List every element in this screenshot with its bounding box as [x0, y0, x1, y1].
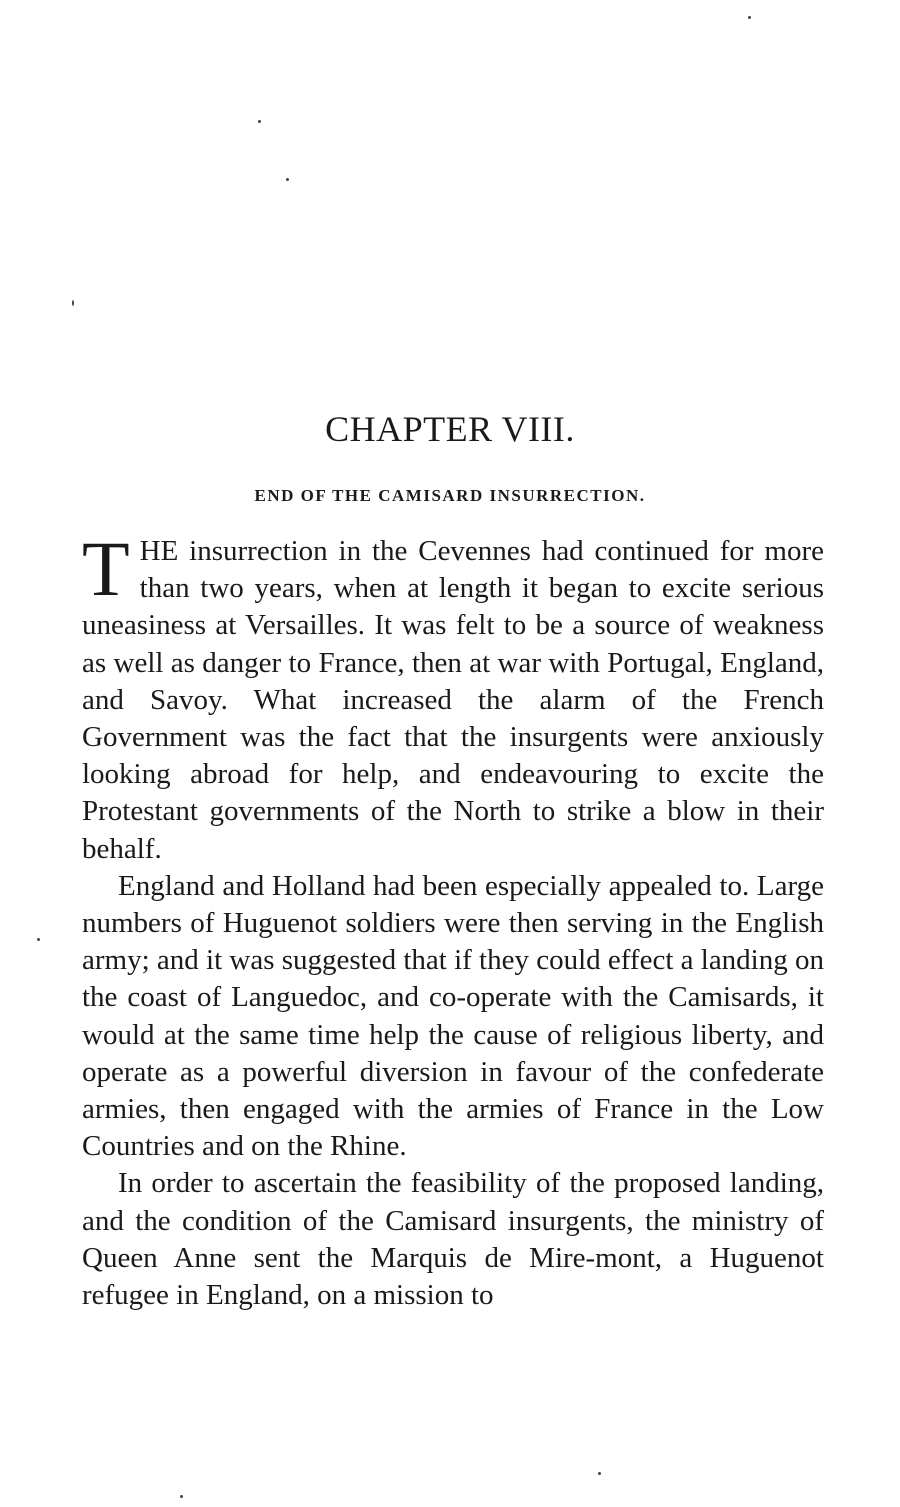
chapter-title: CHAPTER VIII.	[325, 409, 575, 449]
scan-speck	[180, 1495, 183, 1498]
paragraph-1	[82, 525, 824, 868]
paragraph-3: In order to ascertain the feasibility of the proposed landing, and the condition of the Camisard insurgents, the ministry of Queen Anne sent the Marquis de Mire-mont, a Huguenot refugee in England, on a mission to	[82, 1167, 824, 1312]
scan-speck	[598, 1472, 601, 1475]
paragraph-2: England and Holland had been especially appealed to. Large numbers of Huguenot soldiers were then serving in the English army; and it was suggested that if they could effect a landing on the coast of Languedoc, and co-operate with the Camisards, it would at the same time help the cause of religious liberty, and operate as a powerful diversion in favour of the confederate armies, then engaged with the armies of France in the Low Countries and on the Rhine.	[82, 869, 824, 1163]
scan-speck	[37, 938, 40, 941]
chapter-subtitle: END OF THE CAMISARD INSURRECTION.	[254, 486, 646, 505]
chapter-body	[82, 525, 824, 1314]
paragraph-1-text: HE insurrection in the Cevennes had continued for more than two years, when at length it began to excite serious uneasiness at Versailles. It was felt to be a source of weakness as well as danger to France, then at war with Portugal, England, and Savoy. What increased the alarm of the French Government was the fact that the insurgents were anxiously looking abroad for help, and endeavouring to excite the Protestant governments of the North to strike a blow in their behalf.	[82, 535, 824, 865]
scan-speck	[748, 16, 751, 19]
scan-speck	[258, 120, 261, 123]
drop-cap: T	[82, 525, 130, 612]
scan-speck	[72, 300, 74, 306]
scan-speck	[286, 178, 289, 181]
